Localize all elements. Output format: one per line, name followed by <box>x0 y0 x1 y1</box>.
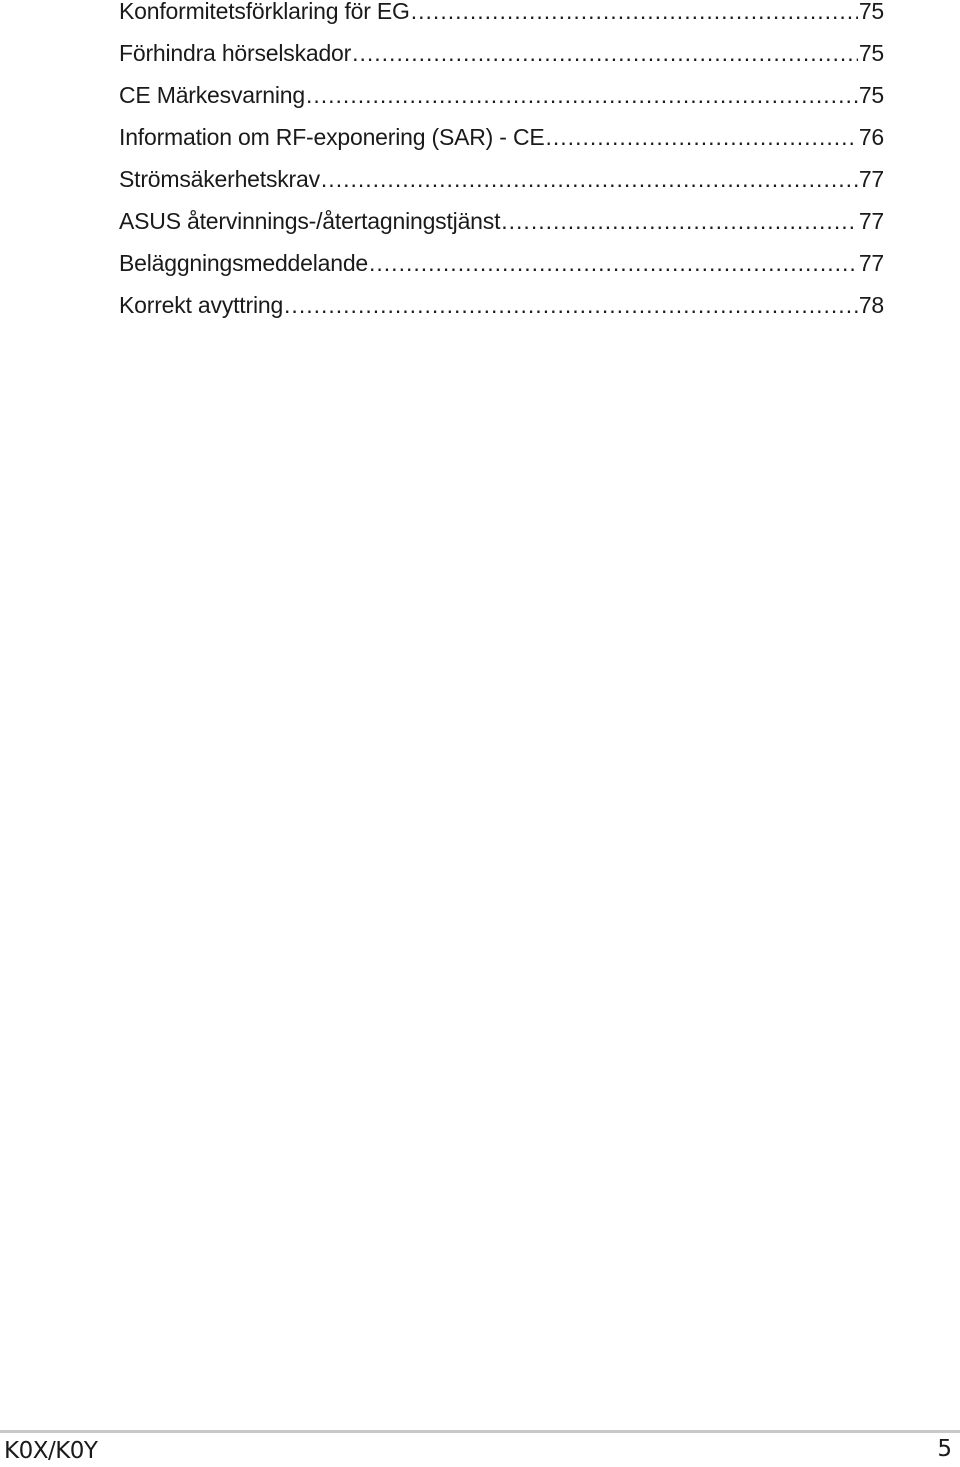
toc-entry-page: 77 <box>858 250 884 276</box>
toc-entry-page: 77 <box>858 166 884 192</box>
toc-entry-page: 75 <box>858 0 884 24</box>
toc-entry-title: Strömsäkerhetskrav <box>119 166 320 192</box>
table-of-contents <box>119 0 884 326</box>
toc-entry-rf-exponering[interactable] <box>119 116 884 158</box>
toc-entry-page: 76 <box>858 124 884 150</box>
toc-dot-leader <box>352 32 858 74</box>
toc-entry-title: ASUS återvinnings-/återtagningstjänst <box>119 208 501 234</box>
toc-entry-korrekt-avyttring[interactable] <box>119 284 884 326</box>
toc-entry-title: Förhindra hörselskador <box>119 40 352 66</box>
toc-dot-leader <box>284 284 858 326</box>
toc-dot-leader <box>321 158 858 200</box>
footer-model-name: K0X/K0Y <box>4 1438 98 1464</box>
toc-dot-leader <box>546 116 858 158</box>
toc-entry-title: Information om RF-exponering (SAR) - CE <box>119 124 545 150</box>
toc-entry-title: Korrekt avyttring <box>119 292 284 318</box>
toc-dot-leader <box>411 0 858 32</box>
toc-entry-title: CE Märkesvarning <box>119 82 305 108</box>
toc-entry-asus-atervinning[interactable] <box>119 200 884 242</box>
toc-dot-leader <box>501 200 858 242</box>
toc-entry-title: Konformitetsförklaring för EG <box>119 0 410 24</box>
toc-entry-konformitetsforklaring[interactable] <box>119 0 884 32</box>
toc-entry-title: Beläggningsmeddelande <box>119 250 369 276</box>
toc-dot-leader <box>306 74 858 116</box>
toc-entry-ce-markesvarning[interactable] <box>119 74 884 116</box>
toc-entry-stromsakerhetskrav[interactable] <box>119 158 884 200</box>
toc-entry-page: 75 <box>858 82 884 108</box>
footer-page-number: 5 <box>937 1436 952 1462</box>
toc-entry-page: 78 <box>858 292 884 318</box>
toc-entry-belaggningsmeddelande[interactable] <box>119 242 884 284</box>
toc-entry-page: 77 <box>858 208 884 234</box>
footer-divider <box>0 1430 960 1433</box>
toc-entry-forhindra-horselskador[interactable] <box>119 32 884 74</box>
toc-entry-page: 75 <box>858 40 884 66</box>
toc-dot-leader <box>369 242 858 284</box>
